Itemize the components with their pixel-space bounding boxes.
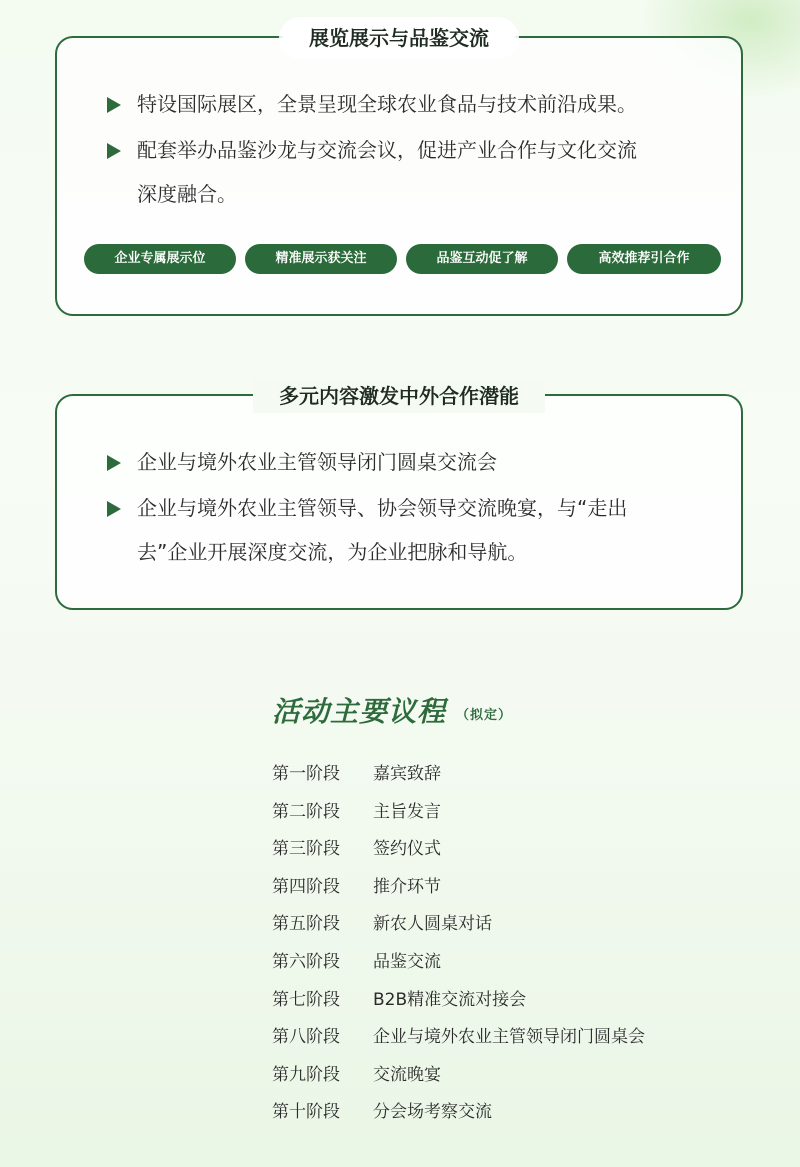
bullet-continuation: [107, 172, 707, 216]
agenda-title-text: 活动主要议程: [272, 695, 447, 728]
bullet-item: [107, 486, 707, 530]
bullet-text: 配套举办品鉴沙龙与交流会议，促进产业合作与文化交流: [137, 138, 637, 162]
agenda-stage: 第三阶段: [272, 839, 340, 860]
agenda-title: [272, 690, 512, 730]
agenda-stage: 第九阶段: [272, 1064, 340, 1085]
triangle-right-icon: [107, 97, 121, 113]
agenda-content: B2B精准交流对接会: [373, 989, 527, 1010]
agenda-row: [272, 794, 645, 832]
cooperation-bullet-list: [107, 440, 707, 574]
agenda-stage: 第八阶段: [272, 1027, 340, 1048]
bullet-continuation: [107, 530, 707, 574]
bullet-item: [107, 82, 707, 126]
triangle-right-icon: [107, 501, 121, 517]
agenda-row: [272, 1057, 645, 1095]
agenda-row: [272, 906, 645, 944]
cooperation-card: [55, 384, 743, 610]
agenda-stage: 第一阶段: [272, 764, 340, 784]
agenda-stage: 第五阶段: [272, 914, 340, 935]
agenda-row: [272, 982, 645, 1020]
feature-tags: [84, 244, 721, 274]
agenda-row: [272, 831, 645, 869]
tag-tasting-interaction: 品鉴互动促了解: [406, 244, 558, 274]
bullet-text: 去”企业开展深度交流，为企业把脉和导航。: [137, 540, 528, 564]
agenda-row: [272, 1019, 645, 1057]
agenda-stage: 第六阶段: [272, 951, 340, 972]
bullet-item: [107, 128, 707, 172]
agenda-content: 交流晚宴: [373, 1064, 441, 1085]
agenda-content: 嘉宾致辞: [373, 764, 441, 784]
agenda-row: [272, 1094, 645, 1132]
exhibition-card-title: 展览展示与品鉴交流: [283, 21, 515, 55]
tag-precise-display: 精准展示获关注: [245, 244, 397, 274]
bullet-text: 特设国际展区，全景呈现全球农业食品与技术前沿成果。: [137, 92, 637, 116]
bullet-text: 深度融合。: [137, 182, 237, 206]
agenda-stage: 第十阶段: [272, 1102, 340, 1123]
tag-efficient-recommendation: 高效推荐引合作: [567, 244, 721, 274]
agenda-content: 推介环节: [373, 876, 441, 897]
bullet-text: 企业与境外农业主管领导闭门圆桌交流会: [137, 450, 497, 474]
agenda-content: 分会场考察交流: [373, 1102, 492, 1123]
exhibition-card: [55, 26, 743, 316]
agenda-content: 企业与境外农业主管领导闭门圆桌会: [373, 1027, 645, 1048]
agenda-row: [272, 756, 645, 794]
agenda-row: [272, 869, 645, 907]
triangle-right-icon: [107, 455, 121, 471]
agenda-stage: 第二阶段: [272, 801, 340, 822]
agenda-content: 主旨发言: [373, 801, 441, 822]
agenda-stage: 第四阶段: [272, 876, 340, 897]
cooperation-card-title: 多元内容激发中外合作潜能: [253, 379, 545, 413]
triangle-right-icon: [107, 143, 121, 159]
agenda-content: 品鉴交流: [373, 951, 441, 972]
exhibition-bullet-list: [107, 82, 707, 216]
bullet-text: 企业与境外农业主管领导、协会领导交流晚宴，与“走出: [137, 496, 628, 520]
tag-exclusive-booth: 企业专属展示位: [84, 244, 236, 274]
agenda-content: 签约仪式: [373, 839, 441, 860]
agenda-title-note: （拟定）: [456, 707, 513, 723]
agenda-list: [272, 756, 645, 1132]
agenda-content: 新农人圆桌对话: [373, 914, 492, 935]
agenda-stage: 第七阶段: [272, 989, 340, 1010]
bullet-item: [107, 440, 707, 484]
agenda-row: [272, 944, 645, 982]
